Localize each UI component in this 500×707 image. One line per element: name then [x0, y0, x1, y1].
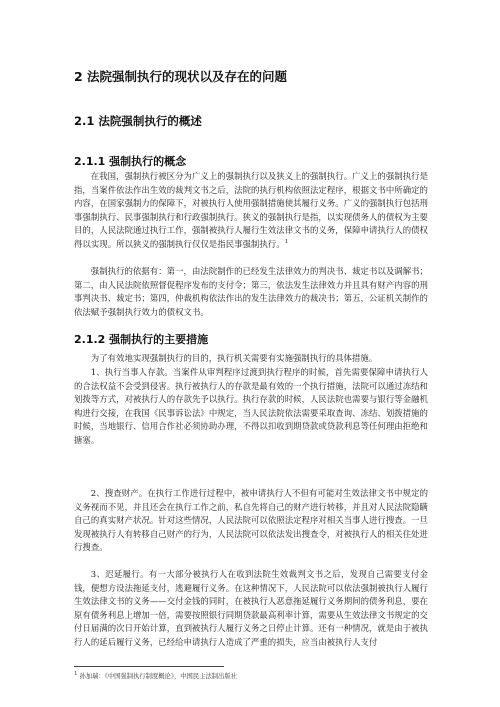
- subsection-heading-concept: 2.1.1 强制执行的概念: [74, 155, 187, 168]
- paragraph-concept-text: 在我国，强制执行被区分为广义上的强制执行以及狭义上的强制执行。广义上的强制执行是指，当案件依法作出生效的裁判文书之后，法院的执行机构依照法定程序，根据文书中所确定的内容，在国家强制力的保障下，对被执行人使用强制措施使其履行义务。广义的强制执行包括刑事强制执行、民事强制执行和行政强制执行。狭义的强制执行是指，以实现债务人的债权为主要目的，人民法院通过执行工作，强制被执行人履行生效法律文书的义务，保障申请执行人的债权得以实现。所以狭义的强制执行仅仅是指民事强制执行。: [74, 171, 428, 249]
- footnote-marker: 1: [74, 670, 78, 677]
- footnote-divider: [74, 666, 224, 667]
- footnote-reference: 1: [284, 238, 289, 245]
- paragraph-deposits: 1、执行当事人存款。当案件从审判程序过渡到执行程序的时候，首先需要保障申请执行人的合法权益不会受到侵害。执行被执行人的存款是最有效的一个执行措施，法院可以通过冻结和划拨等方式，对被执行人的存款先予以执行。执行存款的时候，人民法院也需要与银行等金融机构进行交接，在我国《民事诉讼法》中规定，当人民法院依法需要采取查询、冻结、划拨措施的时候，当地银行、信用合作社必须协助办理，不得以扣收到期贷款或贷款利息等任何理由拒绝和搪塞。: [74, 367, 428, 445]
- paragraph-delay: 3、迟延履行。有一大部分被执行人在收到法院生效裁判文书之后，发现自己需要支付金钱，便想方设法拖延支付，逃避履行义务。在这种情况下，人民法院可以依法强制被执行人履行生效法律文书的义务——交付金钱的同时，在被执行人恶意拖延履行义务期间的债务利息，要在原有债务利息上增加一倍，需要按照银行同期贷款最高利率计算，需要从生效法律文书规定的交付日届满的次日开始计算，直到被执行人履行义务之日停止计算。还有一种情况，就是由于被执行人的延后履行义务，已经给申请执行人造成了严重的损失，应当由被执行人支付: [74, 569, 428, 647]
- footnote: [74, 671, 237, 680]
- section-heading: 2.1 法院强制执行的概述: [74, 114, 202, 128]
- paragraph-basis: 强制执行的依据有：第一，由法院制作的已经发生法律效力的判决书、裁定书以及调解书；第二，由人民法院依照督促程序发布的支付令；第三，依法发生法律效力并且具有财产内容的刑事判决书、裁定书；第四，仲裁机构依法作出的发生法律效力的裁决书；第五，公证机关制作的依法赋予强制执行效力的债权文书。: [74, 266, 428, 317]
- paragraph-intro: 为了有效地实现强制执行的目的，执行机关需要有实施强制执行的具体措施。: [90, 353, 378, 363]
- paragraph-concept: [74, 170, 428, 251]
- subsection-heading-measures: 2.1.2 强制执行的主要措施: [74, 333, 209, 346]
- paragraph-search: 2、搜查财产。在执行工作进行过程中，被申请执行人不但有可能对生效法律文书中规定的义务视而不见，并且还会在执行工作之前，私自先将自己的财产进行转移，并且对人民法院隐瞒自己的真实财产状况。针对这些情况，人民法院可以依照法定程序对相关当事人进行搜查。一旦发现被执行人有转移自己财产的行为，人民法院可以依法发出搜查令，对被执行人的相关住处进行搜查。: [74, 488, 428, 553]
- footnote-text: 孙加瑞：《中国强制执行制度概论》，中国民主法制出版社: [79, 673, 237, 680]
- chapter-heading: 2 法院强制执行的现状以及存在的问题: [74, 69, 288, 84]
